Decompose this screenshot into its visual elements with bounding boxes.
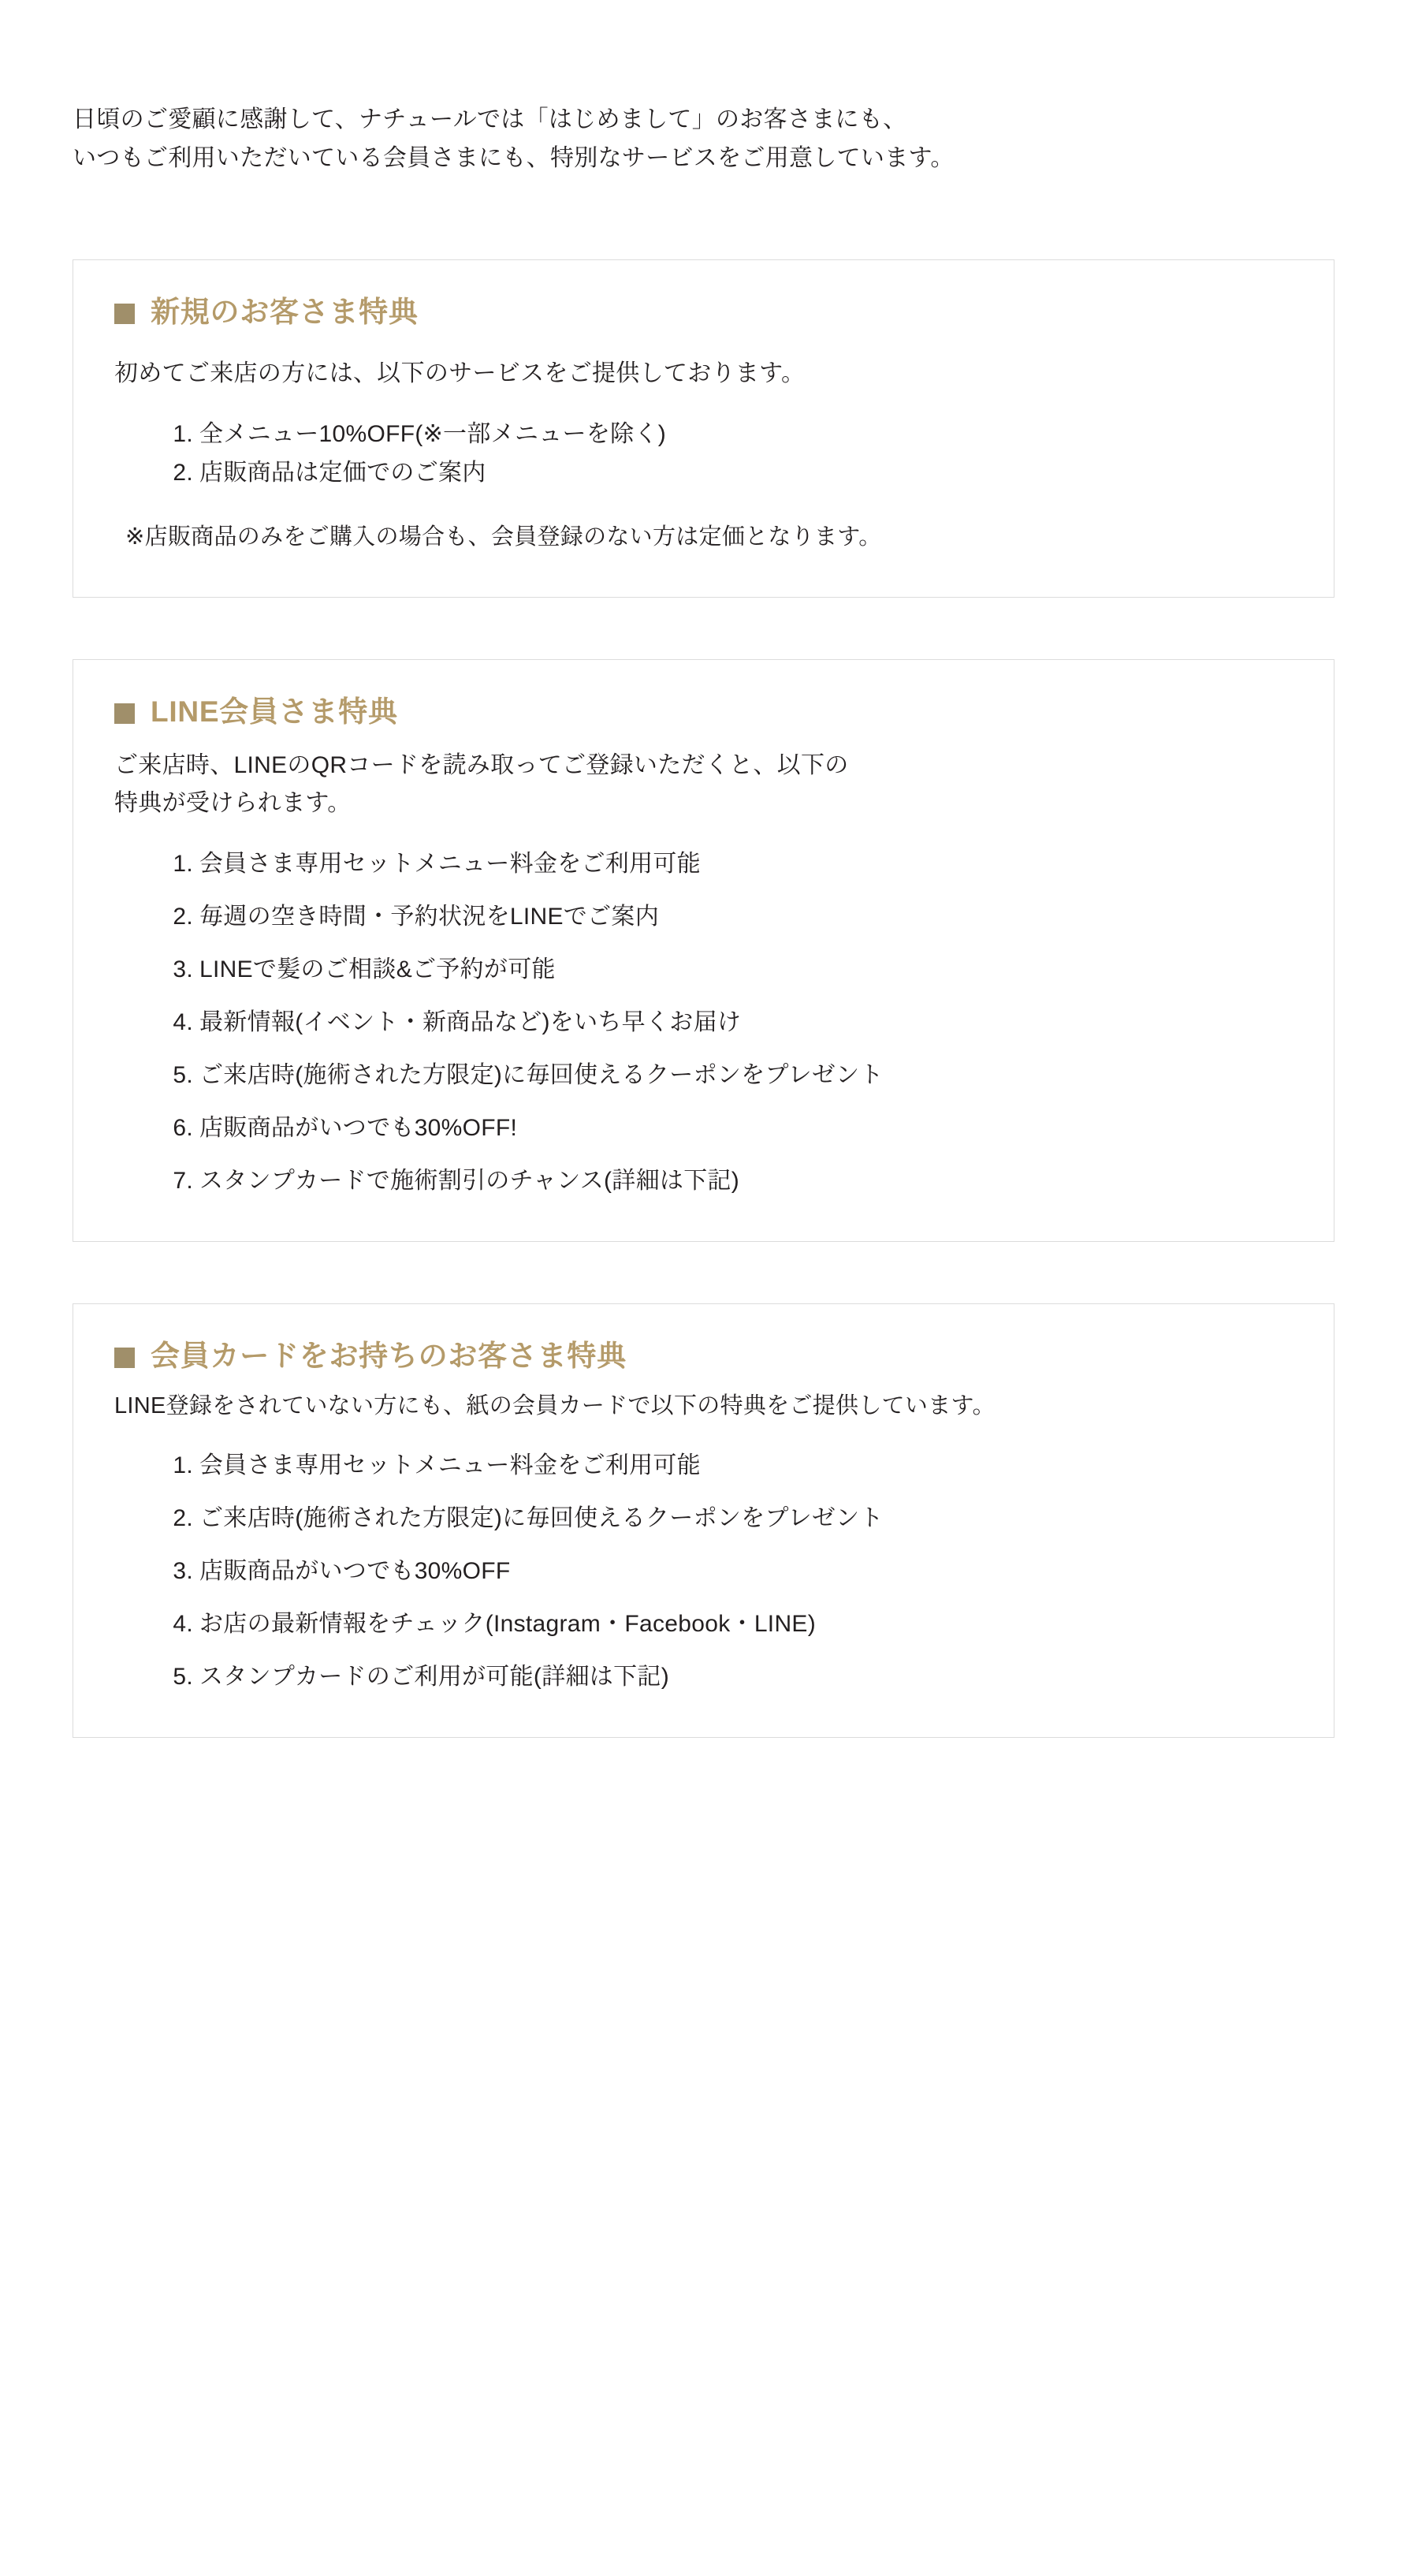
list-item: LINEで髪のご相談&ご予約が可能: [199, 956, 556, 983]
intro-line-1: 日頃のご愛顧に感謝して、ナチュールでは「はじめまして」のお客さまにも、: [73, 106, 907, 132]
benefit-list: [114, 416, 1293, 490]
list-item: 店販商品がいつでも30%OFF: [199, 1558, 511, 1585]
section-title: [114, 292, 1293, 333]
list-item: 全メニュー10%OFF(※一部メニューを除く): [199, 420, 667, 447]
section-membership-card-benefits: [73, 1303, 1334, 1738]
section-lead: 初めてご来店の方には、以下のサービスをご提供しております。: [114, 360, 806, 386]
list-item: 最新情報(イベント・新商品など)をいち早くお届け: [199, 1009, 742, 1036]
benefit-list: [114, 846, 1293, 1199]
square-bullet-icon: [114, 1348, 135, 1368]
list-item: 会員さま専用セットメニュー料金をご利用可能: [199, 1452, 701, 1479]
section-title-text: LINE会員さま特典: [151, 695, 398, 729]
section-title: [114, 692, 1293, 733]
list-item: 会員さま専用セットメニュー料金をご利用可能: [199, 851, 701, 878]
section-title-text: 新規のお客さま特典: [151, 296, 419, 329]
section-title: [114, 1336, 1293, 1377]
section-new-customer-benefits: [73, 259, 1334, 598]
intro-line-2: いつもご利用いただいている会員さまにも、特別なサービスをご用意しています。: [73, 144, 955, 171]
square-bullet-icon: [114, 703, 135, 724]
intro-paragraph: [73, 0, 1334, 177]
square-bullet-icon: [114, 304, 135, 324]
list-item: スタンプカードで施術割引のチャンス(詳細は下記): [199, 1168, 740, 1195]
section-title-text: 会員カードをお持ちのお客さま特典: [151, 1340, 627, 1373]
section-note: ※店販商品のみをご購入の場合も、会員登録のない方は定価となります。: [125, 524, 882, 550]
section-lead: LINE登録をされていない方にも、紙の会員カードで以下の特典をご提供しています。: [114, 1393, 996, 1419]
list-item: 毎週の空き時間・予約状況をLINEでご案内: [199, 904, 659, 930]
list-item: 店販商品は定価でのご案内: [199, 459, 486, 486]
section-lead-line-1: ご来店時、LINEのQRコードを読み取ってご登録いただくと、以下の: [114, 752, 849, 779]
list-item: スタンプカードのご利用が可能(詳細は下記): [199, 1664, 669, 1691]
list-item: お店の最新情報をチェック(Instagram・Facebook・LINE): [199, 1611, 817, 1638]
benefit-list: [114, 1448, 1293, 1694]
section-line-member-benefits: [73, 659, 1334, 1242]
section-lead-line-2: 特典が受けられます。: [114, 790, 352, 817]
list-item: ご来店時(施術された方限定)に毎回使えるクーポンをプレゼント: [199, 1062, 884, 1089]
list-item: 店販商品がいつでも30%OFF!: [199, 1115, 518, 1142]
list-item: ご来店時(施術された方限定)に毎回使えるクーポンをプレゼント: [199, 1505, 884, 1532]
